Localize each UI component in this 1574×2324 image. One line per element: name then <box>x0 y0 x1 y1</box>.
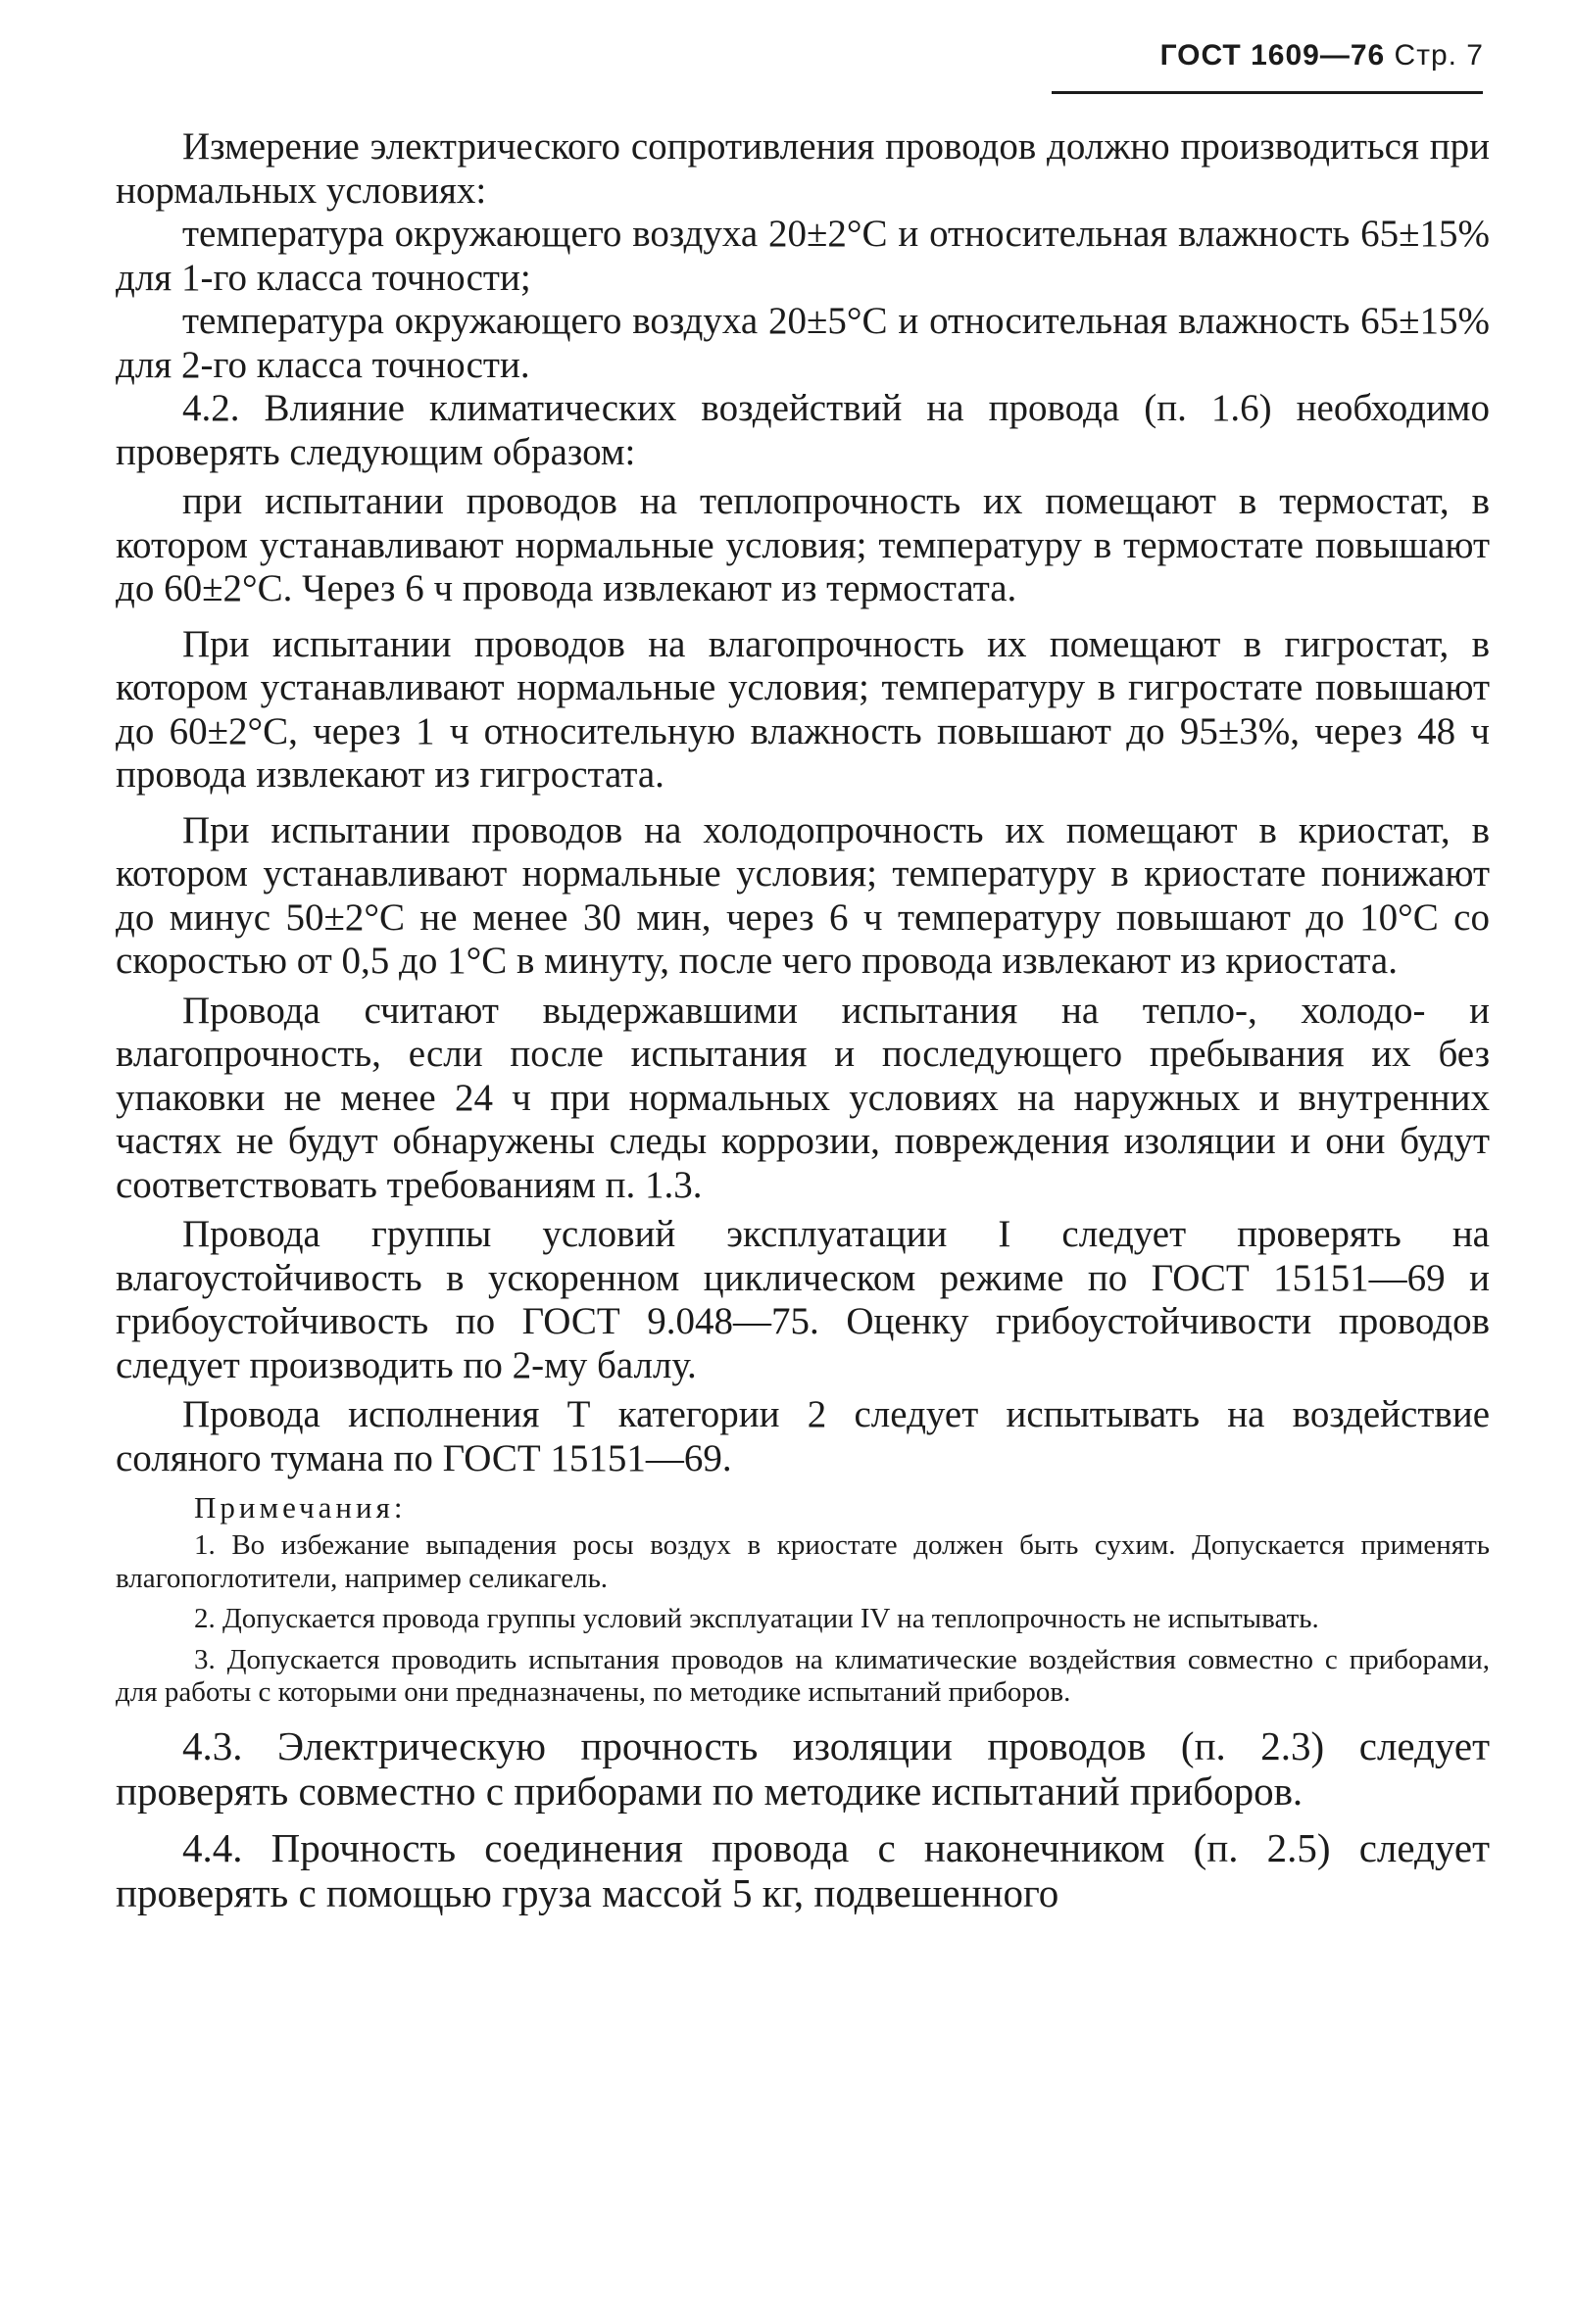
page-header <box>1160 39 1484 73</box>
notes-title: Примечания: <box>194 1490 407 1525</box>
paragraph-heat-test: при испытании проводов на теплопрочность их помещают в термостат, в котором устанавливают нормальные условия; температуру в термостате повышают до 60±2°С. Через 6 ч провода извлекают из термостата. <box>116 480 1490 609</box>
clause-4-4: 4.4. Прочность соединения провода с наконечником (п. 2.5) следует проверять с помощью груза массой 5 кг, подвешенного <box>116 1824 1490 1915</box>
note-1: 1. Во избежание выпадения росы воздух в криостате должен быть сухим. Допускается применять влагопоглотители, например селикагель. <box>116 1529 1490 1594</box>
paragraph-humidity-test: При испытании проводов на влагопрочность их помещают в гигростат, в котором устанавливают нормальные условия; температуру в гигростате повышают до 60±2°С, через 1 ч относительную влажность повышают до 95±3%, через 48 ч провода извлекают из гигростата. <box>116 622 1490 796</box>
paragraph-test-criteria: Провода считают выдержавшими испытания на тепло-, холодо- и влагопрочность, если после испытания и последующего пребывания их без упаковки не менее 24 ч при нормальных условиях на наружных и внутренних частях не будут обнаружены следы коррозии, повреждения изоляции и они будут соответствовать требованиям п. 1.3. <box>116 989 1490 1206</box>
page-number: Стр. 7 <box>1394 39 1484 72</box>
standard-number: ГОСТ 1609—76 <box>1159 39 1386 72</box>
paragraph-cold-test: При испытании проводов на холодопрочность их помещают в криостат, в котором устанавливают нормальные условия; температуру в криостате понижают до минус 50±2°С не менее 30 мин, через 6 ч температуру повышают до 10°С со скоростью от 0,5 до 1°С в минуту, после чего провода извлекают из криостата. <box>116 808 1490 982</box>
note-3: 3. Допускается проводить испытания проводов на климатические воздействия совместно с приборами, для работы с которыми они предназначены, по методике испытаний приборов. <box>116 1643 1490 1708</box>
paragraph-class-1-conditions: температура окружающего воздуха 20±2°С и относительная влажность 65±15% для 1-го класса точности; <box>116 213 1490 299</box>
paragraph-climate-group-i: Провода группы условий эксплуатации I следует проверять на влагоустойчивость в ускоренном циклическом режиме по ГОСТ 15151—69 и грибоустойчивость по ГОСТ 9.048—75. Оценку грибоустойчивости проводов следует производить по 2-му баллу. <box>116 1213 1490 1386</box>
header-rule <box>1052 91 1483 94</box>
clause-4-2: 4.2. Влияние климатических воздействий на провода (п. 1.6) необходимо проверять следующим образом: <box>116 387 1490 473</box>
note-2: 2. Допускается провода группы условий эксплуатации IV на теплопрочность не испытывать. <box>194 1603 1319 1634</box>
paragraph-salt-fog: Провода исполнения Т категории 2 следует испытывать на воздействие соляного тумана по ГОСТ 15151—69. <box>116 1393 1490 1479</box>
paragraph-resistance-measurement: Измерение электрического сопротивления проводов должно производиться при нормальных условиях: <box>116 125 1490 212</box>
body-text <box>116 125 1490 1915</box>
clause-4-3: 4.3. Электрическую прочность изоляции проводов (п. 2.3) следует проверять совместно с приборами по методике испытаний приборов. <box>116 1722 1490 1814</box>
paragraph-class-2-conditions: температура окружающего воздуха 20±5°С и относительная влажность 65±15% для 2-го класса точности. <box>116 300 1490 386</box>
